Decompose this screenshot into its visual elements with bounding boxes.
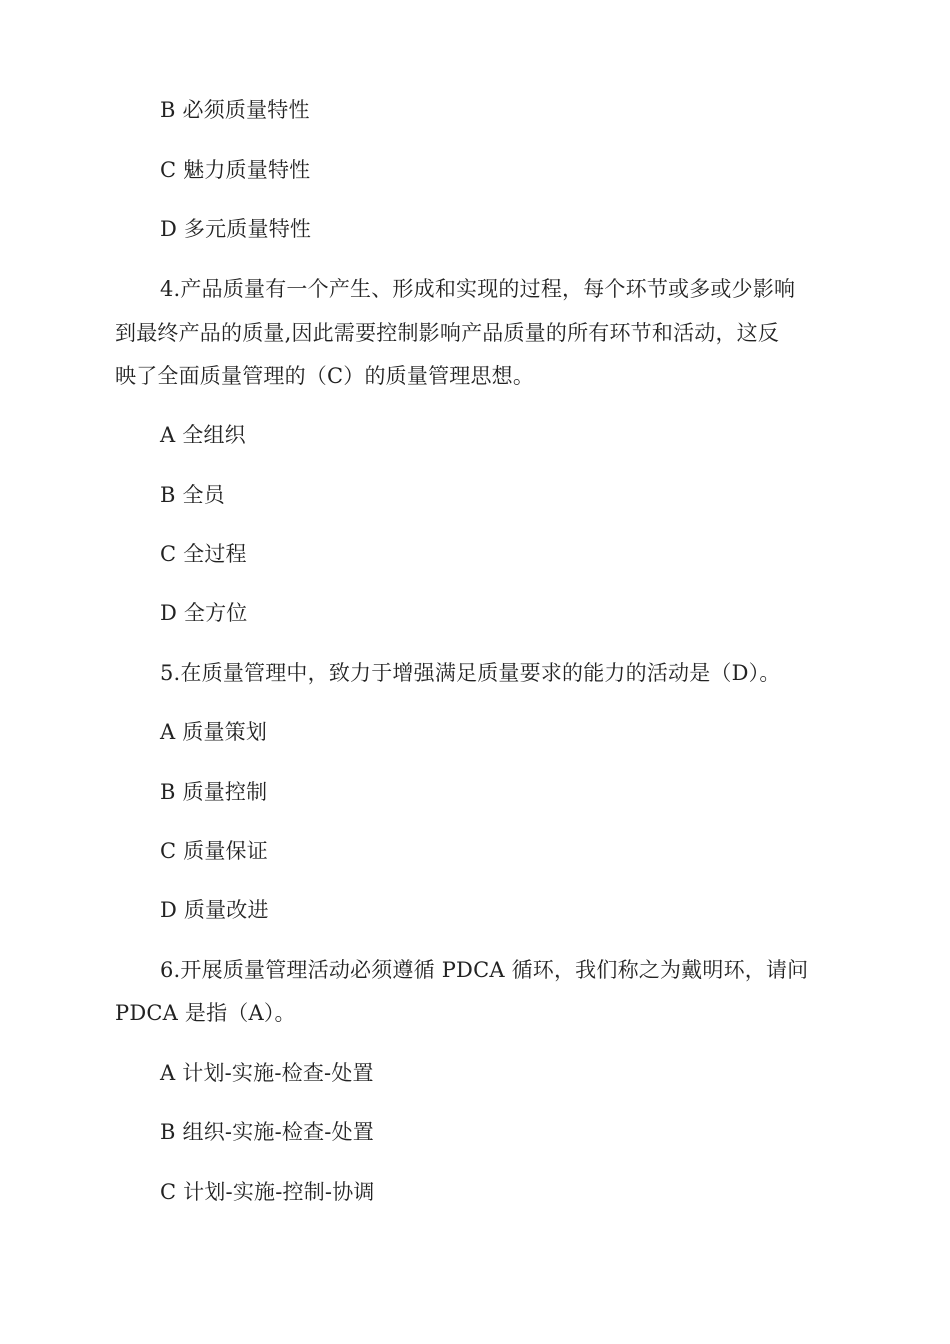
option-c-q6: C 计划-实施-控制-协调: [160, 1180, 375, 1204]
option-d-q4: D 全方位: [160, 601, 248, 625]
option-a-q6: A 计划-实施-检查-处置: [160, 1061, 374, 1085]
option-a-q4: A 全组织: [160, 423, 246, 447]
question-5: 5.在质量管理中，致力于增强满足质量要求的能力的活动是（D）。: [160, 661, 781, 685]
question-6-line-2: PDCA 是指（A）。: [115, 1001, 296, 1025]
option-c-q5: C 质量保证: [160, 839, 268, 863]
option-d-q5: D 质量改进: [160, 898, 269, 922]
option-b-q5: B 质量控制: [160, 780, 268, 804]
option-b-q4: B 全员: [160, 483, 225, 507]
question-6-line-1: 6.开展质量管理活动必须遵循 PDCA 循环，我们称之为戴明环，请问: [160, 958, 809, 982]
option-c-q4: C 全过程: [160, 542, 247, 566]
question-4-line-1: 4.产品质量有一个产生、形成和实现的过程，每个环节或多或少影响: [160, 277, 796, 301]
question-4-line-3: 映了全面质量管理的（C）的质量管理思想。: [115, 364, 535, 388]
option-b-q3: B 必须质量特性: [160, 98, 310, 122]
question-4-line-2: 到最终产品的质量,因此需要控制影响产品质量的所有环节和活动，这反: [115, 321, 780, 345]
option-d-q3: D 多元质量特性: [160, 217, 312, 241]
option-c-q3: C 魅力质量特性: [160, 158, 311, 182]
option-b-q6: B 组织-实施-检查-处置: [160, 1120, 374, 1144]
option-a-q5: A 质量策划: [160, 720, 268, 744]
